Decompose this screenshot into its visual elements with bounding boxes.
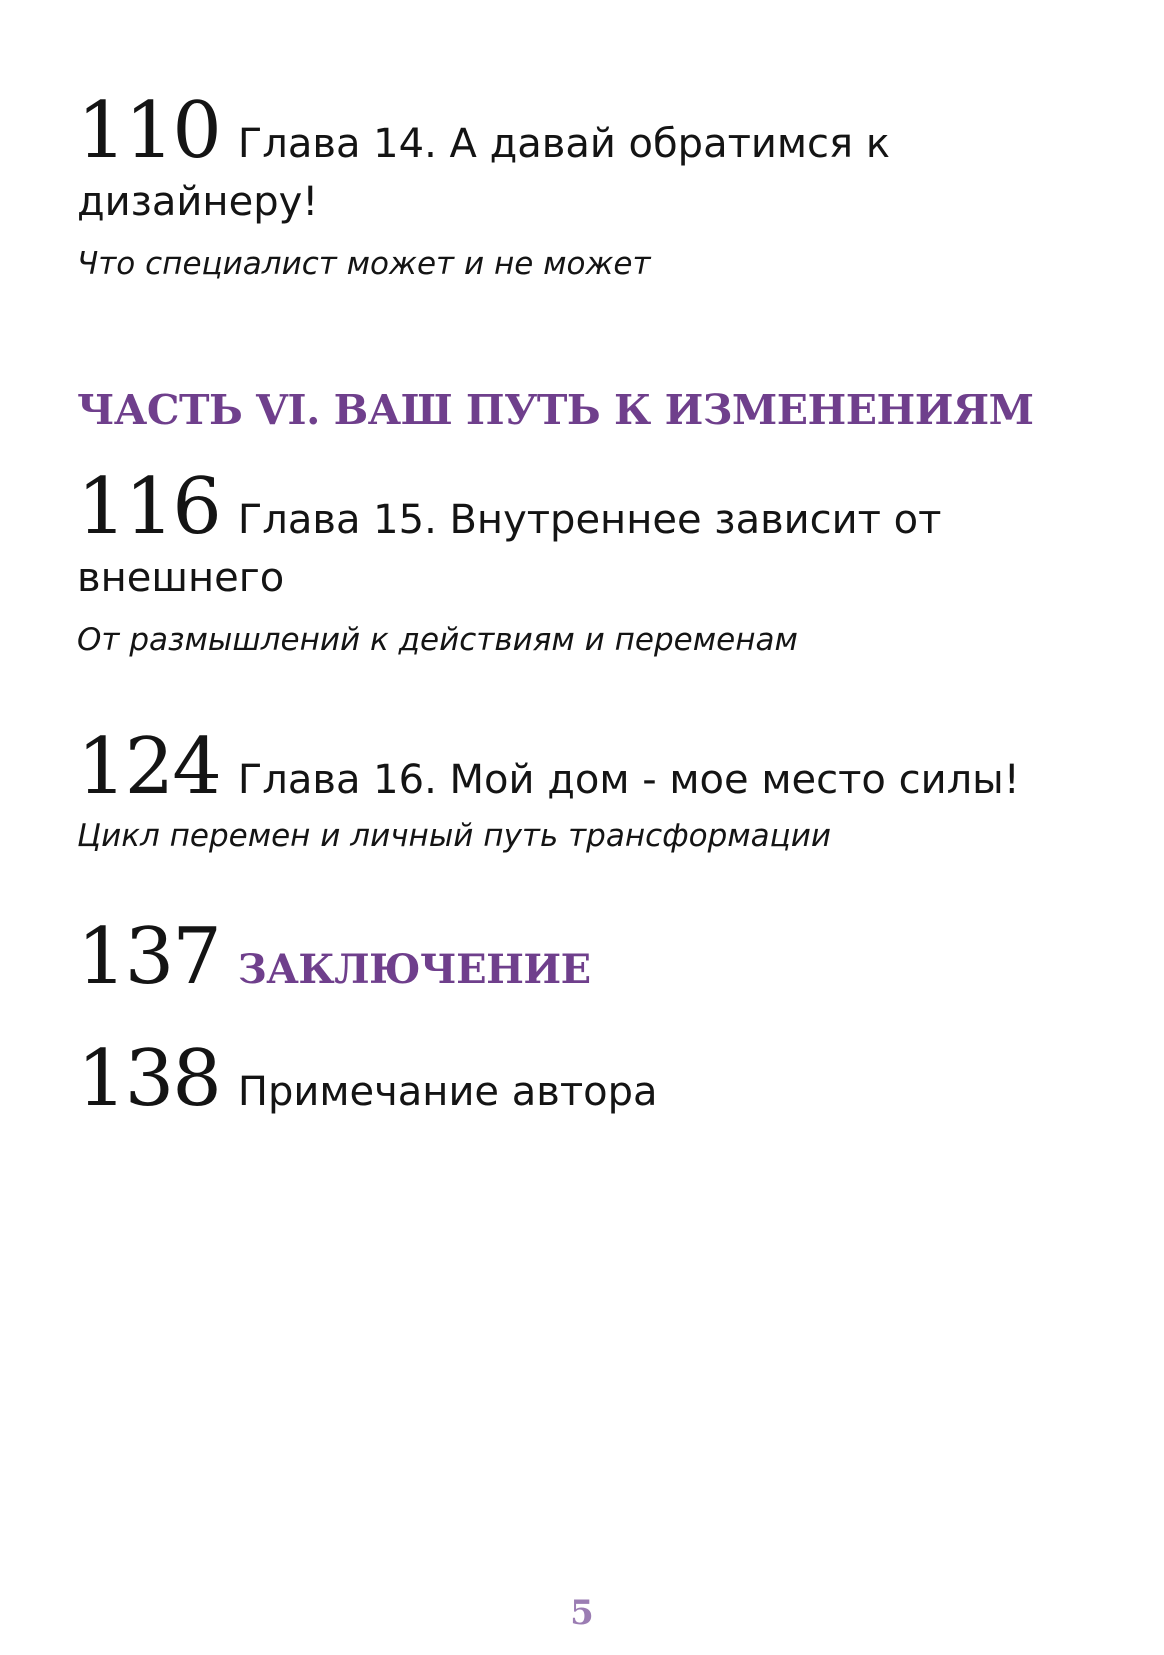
toc-entry-110 [77,86,1104,284]
toc-chapter-title-continued: дизайнеру! [77,179,319,225]
toc-conclusion-title: ЗАКЛЮЧЕНИЕ [237,946,591,993]
toc-entry-137 [77,912,1104,1002]
toc-chapter-subtitle: Цикл перемен и личный путь трансформации [77,818,832,854]
toc-entry-116 [77,462,1104,660]
toc-page-number: 137 [77,912,220,1002]
toc-chapter-subtitle: Что специалист может и не может [77,246,651,282]
toc-chapter-title: Глава 15. Внутреннее зависит от [237,497,942,543]
toc-chapter-title: Глава 16. Мой дом - мое место силы! [237,757,1020,803]
toc-entry-124 [77,722,1104,856]
footer-page-number: 5 [570,1593,594,1633]
part-heading: ЧАСТЬ VI. ВАШ ПУТЬ К ИЗМЕНЕНИЯМ [77,386,1034,434]
toc-chapter-title: Примечание автора [237,1069,658,1115]
toc-chapter-title: Глава 14. А давай обратимся к [237,121,890,167]
toc-chapter-subtitle: От размышлений к действиям и переменам [77,622,798,658]
toc-page-number: 110 [77,86,220,176]
toc-page-number: 138 [77,1034,220,1124]
toc-page-number: 116 [77,462,220,552]
toc-chapter-title-continued: внешнего [77,555,285,601]
toc-entry-138 [77,1034,1104,1124]
toc-page-number: 124 [77,722,220,812]
